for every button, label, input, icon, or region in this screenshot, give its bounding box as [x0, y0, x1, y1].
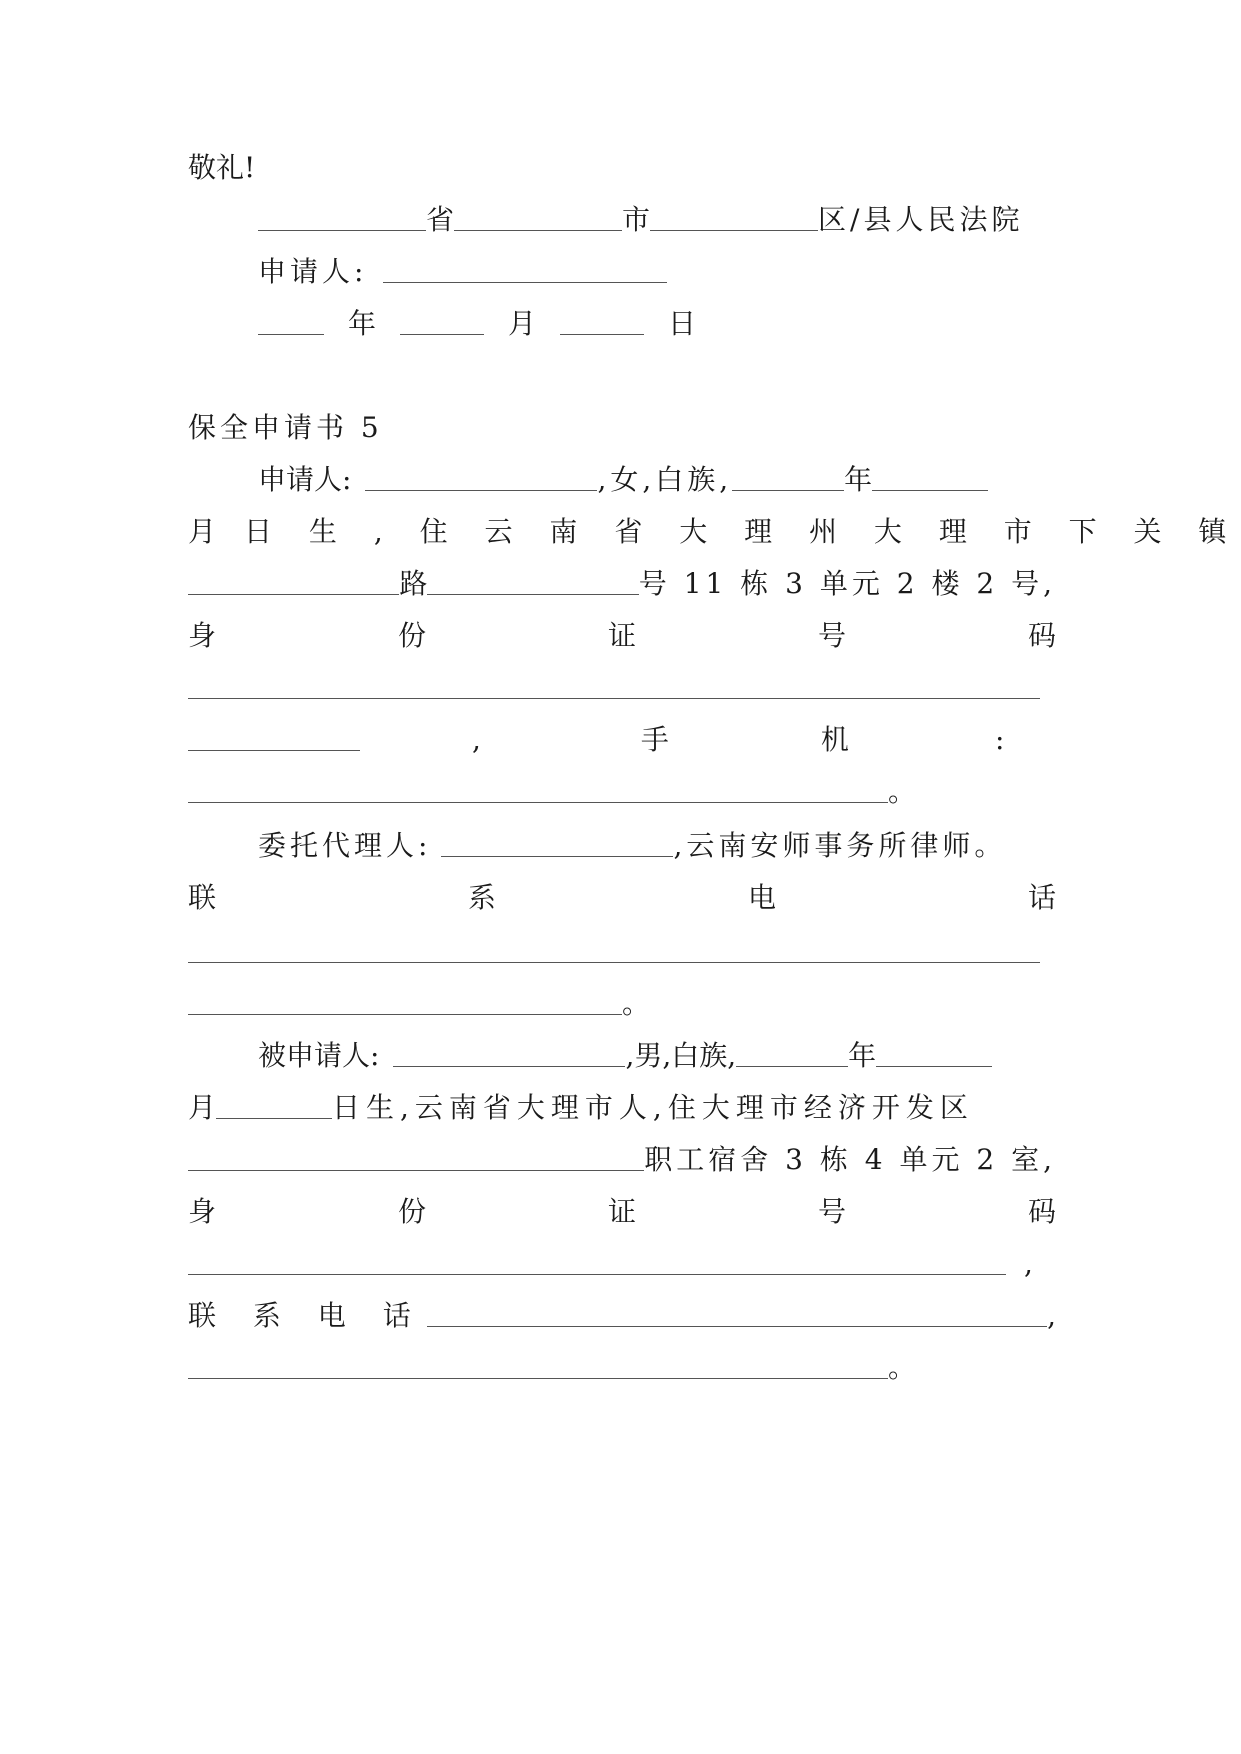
respondent-phone-blank-line: 。: [188, 1348, 1056, 1388]
respondent-id-label-line: 身 份 证 号 码: [188, 1195, 1056, 1228]
respondent-month-blank: [876, 1065, 992, 1067]
respondent-id-blank-line: ,: [188, 1244, 1056, 1284]
applicant-line-1: 申请人: ,女,白族, 年: [258, 460, 1056, 500]
applicant-year-blank: [732, 489, 844, 491]
applicant-month-blank: [872, 489, 988, 491]
day-blank: [560, 333, 644, 335]
closing-salute: 敬礼!: [188, 151, 256, 184]
month-blank: [400, 333, 484, 335]
province-blank: [258, 229, 426, 231]
year-blank: [258, 333, 324, 335]
agent-phone-blank-line-2: 。: [188, 984, 1056, 1024]
applicant-id-label-line: 身 份 证 号 码: [188, 619, 1056, 652]
respondent-phone-blank-end: [188, 1377, 888, 1379]
applicant-line-3: 路 号 11 栋 3 单元 2 楼 2 号,: [188, 564, 1056, 604]
agent-phone-blank-end: [188, 1013, 622, 1015]
agent-phone-blank: [188, 961, 1040, 963]
respondent-year-blank: [736, 1065, 848, 1067]
respondent-address-blank: [188, 1169, 644, 1171]
court-line: 省 市 区/县人民法院: [258, 200, 1056, 240]
applicant-id-blank: [188, 697, 1040, 699]
respondent-phone-blank: [427, 1325, 1047, 1327]
respondent-id-blank: [188, 1273, 1006, 1275]
agent-line-1: 委托代理人: ,云南安师事务所律师。: [258, 829, 1007, 862]
agent-phone-label-line: 联 系 电 话: [188, 881, 1056, 914]
district-blank: [650, 229, 818, 231]
road-blank: [188, 593, 399, 595]
city-blank: [454, 229, 622, 231]
applicant-phone-label-line: , 手 机 :: [188, 720, 1056, 760]
applicant-id-blank-line: [188, 668, 1056, 708]
house-blank: [427, 593, 638, 595]
respondent-day-blank: [216, 1117, 332, 1119]
closing-date-line: 年 月 日: [258, 304, 1056, 344]
respondent-line-1: 被申请人: ,男,白族, 年: [258, 1036, 1056, 1076]
agent-phone-blank-line: [188, 932, 1056, 972]
applicant-id-blank-end: [188, 749, 360, 751]
respondent-name-blank: [393, 1065, 625, 1067]
applicant-phone-blank: [188, 801, 888, 803]
section-heading: 保全申请书 5: [188, 411, 383, 444]
agent-name-blank: [441, 855, 673, 857]
applicant-line-2: 月 日 生 , 住 云 南 省 大 理 州 大 理 市 下 关 镇: [188, 515, 1241, 548]
respondent-line-2: 月 日生,云南省大理市人,住大理市经济开发区: [188, 1091, 974, 1124]
applicant-name-blank: [365, 489, 597, 491]
respondent-phone-line: 联 系 电 话 ,: [188, 1299, 1056, 1332]
applicant-phone-blank-line: 。: [188, 772, 1056, 812]
respondent-line-3: 职工宿舍 3 栋 4 单元 2 室,: [188, 1140, 1056, 1180]
closing-applicant-line: 申请人:: [258, 252, 1056, 292]
applicant-sign-blank: [383, 281, 667, 283]
